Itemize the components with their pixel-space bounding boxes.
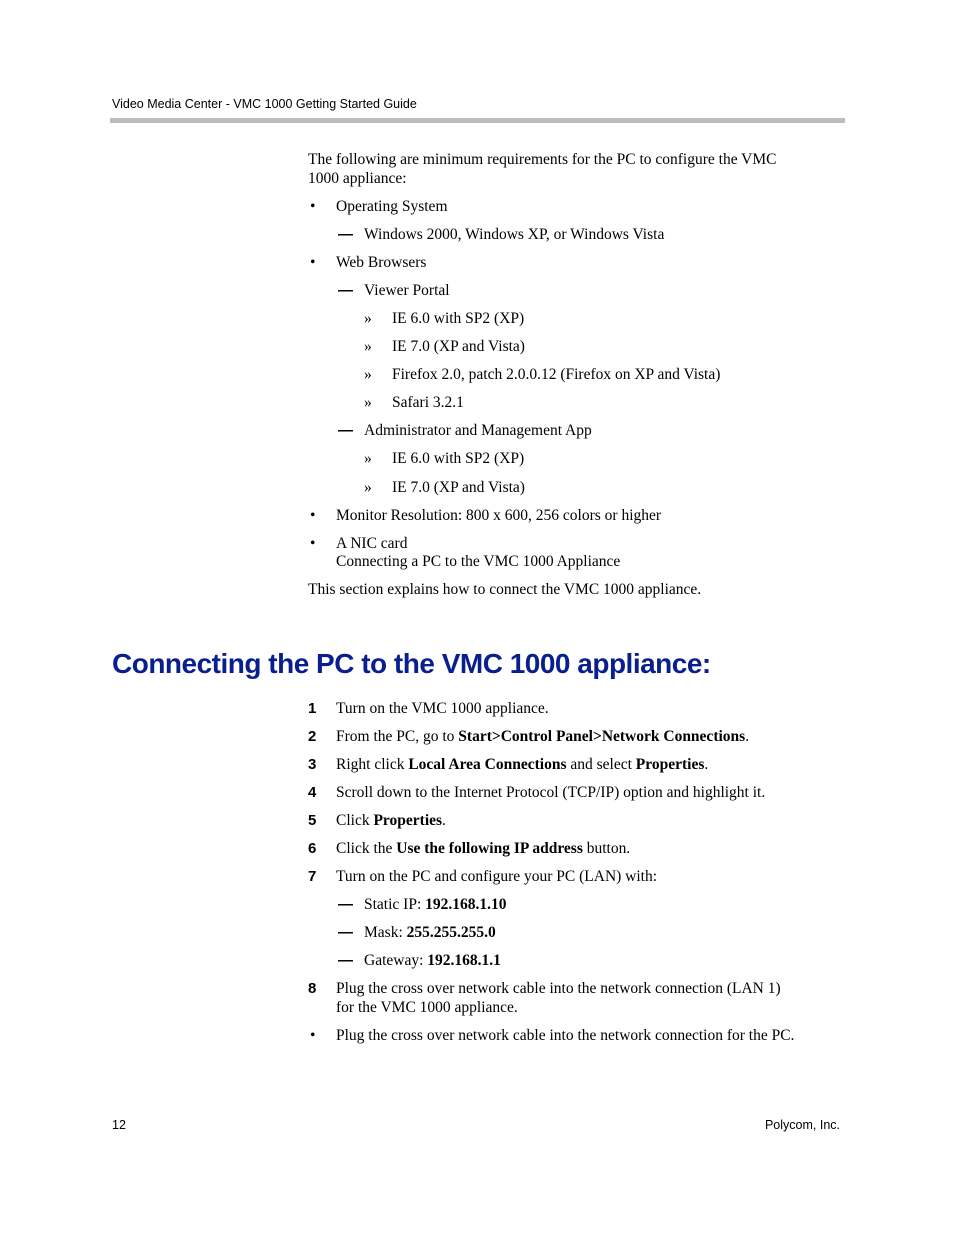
running-header-title: Video Media Center - VMC 1000 Getting Started Guide	[112, 97, 417, 111]
header-rule	[110, 118, 845, 123]
bullet-marker: •	[310, 1027, 316, 1044]
gateway: Gateway: 192.168.1.1	[364, 952, 501, 969]
req-viewer-label: Viewer Portal	[364, 282, 450, 299]
bullet-marker: •	[310, 254, 316, 271]
step-number: 7	[308, 868, 317, 885]
page-number: 12	[112, 1118, 126, 1132]
req-nic-sub: Connecting a PC to the VMC 1000 Appliance	[336, 553, 621, 570]
dash-marker: —	[338, 952, 353, 969]
step-text: Turn on the VMC 1000 appliance.	[336, 700, 549, 717]
sub-marker: »	[364, 450, 372, 467]
admin-item: IE 7.0 (XP and Vista)	[392, 479, 525, 496]
step-text: Turn on the PC and configure your PC (LAN) with:	[336, 868, 658, 885]
req-monitor: Monitor Resolution: 800 x 600, 256 colors or higher	[336, 507, 662, 524]
dash-marker: —	[338, 896, 353, 913]
viewer-item: IE 7.0 (XP and Vista)	[392, 338, 525, 355]
dash-marker: —	[338, 226, 353, 243]
step-number: 4	[308, 784, 317, 801]
section-heading: Connecting the PC to the VMC 1000 appliance:	[112, 648, 711, 679]
sub-marker: »	[364, 310, 372, 327]
sub-marker: »	[364, 338, 372, 355]
final-bullet: Plug the cross over network cable into the network connection for the PC.	[336, 1027, 795, 1044]
viewer-item: IE 6.0 with SP2 (XP)	[392, 310, 525, 327]
step-number: 3	[308, 756, 317, 773]
step-text: Scroll down to the Internet Protocol (TCP/IP) option and highlight it.	[336, 784, 766, 801]
intro-line-2: 1000 appliance:	[308, 170, 407, 187]
req-os-value: Windows 2000, Windows XP, or Windows Vista	[364, 226, 665, 243]
step-number: 1	[308, 700, 317, 717]
static-ip: Static IP: 192.168.1.10	[364, 896, 507, 913]
bullet-marker: •	[310, 507, 316, 524]
bullet-marker: •	[310, 535, 316, 552]
sub-marker: »	[364, 479, 372, 496]
viewer-item: Firefox 2.0, patch 2.0.0.12 (Firefox on XP and Vista)	[392, 366, 721, 383]
step-text-cont: for the VMC 1000 appliance.	[336, 999, 518, 1016]
req-os-label: Operating System	[336, 198, 448, 215]
sub-marker: »	[364, 394, 372, 411]
viewer-item: Safari 3.2.1	[392, 394, 464, 411]
intro-line-1: The following are minimum requirements for the PC to configure the VMC	[308, 151, 777, 168]
step-text: From the PC, go to Start>Control Panel>Network Connections.	[336, 728, 750, 745]
step-text: Plug the cross over network cable into the network connection (LAN 1)	[336, 980, 781, 997]
section-intro: This section explains how to connect the VMC 1000 appliance.	[308, 581, 702, 598]
step-number: 5	[308, 812, 317, 829]
mask: Mask: 255.255.255.0	[364, 924, 496, 941]
dash-marker: —	[338, 282, 353, 299]
footer-company: Polycom, Inc.	[764, 1118, 840, 1132]
step-text: Click Properties.	[336, 812, 446, 829]
req-nic: A NIC card	[336, 535, 408, 552]
step-number: 8	[308, 980, 317, 997]
bullet-marker: •	[310, 198, 316, 215]
step-text: Right click Local Area Connections and select Properties.	[336, 756, 709, 773]
req-admin-label: Administrator and Management App	[364, 422, 592, 439]
admin-item: IE 6.0 with SP2 (XP)	[392, 450, 525, 467]
req-browsers-label: Web Browsers	[336, 254, 427, 271]
step-text: Click the Use the following IP address button.	[336, 840, 631, 857]
dash-marker: —	[338, 924, 353, 941]
dash-marker: —	[338, 422, 353, 439]
step-number: 2	[308, 728, 317, 745]
step-number: 6	[308, 840, 317, 857]
sub-marker: »	[364, 366, 372, 383]
